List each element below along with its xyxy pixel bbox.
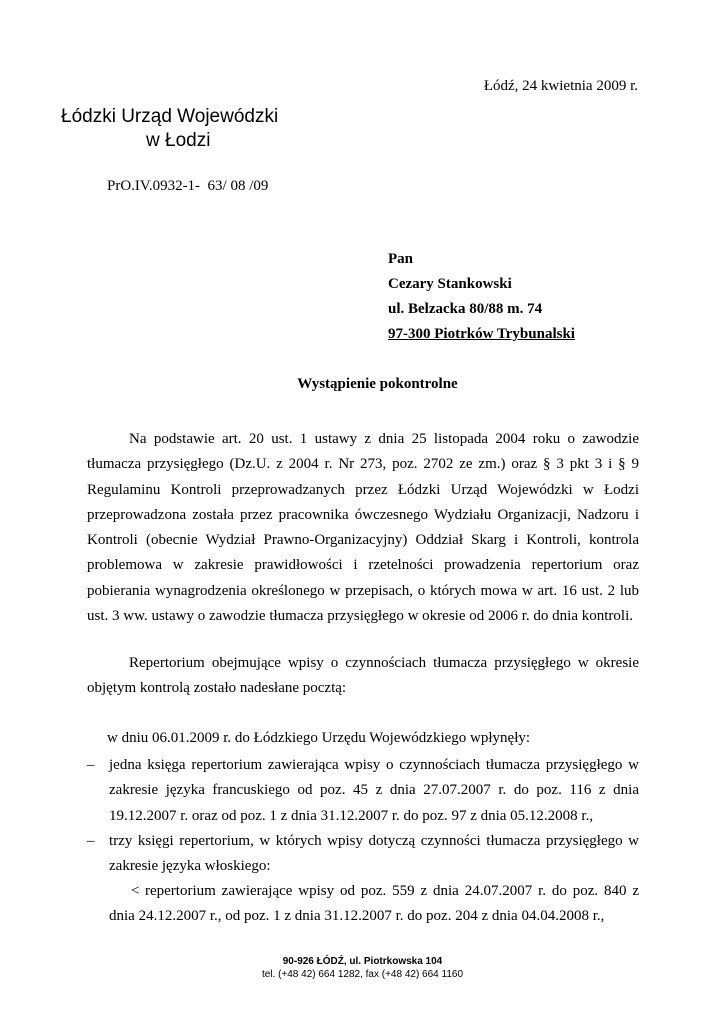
dash-bullet: – <box>87 757 95 773</box>
list-intro: w dniu 06.01.2009 r. do Łódzkiego Urzędu Wojewódzkiego wpłynęły: <box>107 730 531 746</box>
sub-list-item <box>109 879 639 930</box>
body-paragraph-2: Repertorium obejmujące wpisy o czynnościach tłumacza przysięgłego w okresie objętym kontrolą zostało nadesłane pocztą: <box>87 655 639 697</box>
dash-bullet: – <box>87 833 95 849</box>
office-name-line1: Łódzki Urząd Wojewódzki <box>61 106 279 127</box>
page-footer <box>0 955 725 981</box>
addressee-city: 97-300 Piotrków Trybunalski <box>388 326 575 342</box>
list-item-text: jedna księga repertorium zawierająca wpisy o czynnościach tłumacza przysięgłego w zakresie języka francuskiego od poz. 45 z dnia 27.07.2007 r. do poz. 116 z dnia 19.12.2007 r. oraz od poz. 1 z dnia 31.12.2007 r. do poz. 97 z dnia 05.12.2008 r., <box>109 757 639 824</box>
body-paragraph-1: Na podstawie art. 20 ust. 1 ustawy z dnia 25 listopada 2004 roku o zawodzie tłumacza przysięgłego (Dz.U. z 2004 r. Nr 273, poz. 2702 ze zm.) oraz § 3 pkt 3 i § 9 Regulaminu Kontroli przeprowadzanych przez Łódzki Urząd Wojewódzki w Łodzi przeprowadzona została przez pracownika ówczesnego Wydziału Organizacji, Nadzoru i Kontroli (obecnie Wydział Prawno-Organizacyjny) Oddział Skarg i Kontroli, kontrola problemowa w zakresie prawidłowości i rzetelności prowadzenia repertorium oraz pobierania wynagrodzenia określonego w przepisach, o których mowa w art. 16 ust. 2 lub ust. 3 ww. ustawy o zawodzie tłumacza przysięgłego w okresie od 2006 r. do dnia kontroli. <box>87 431 639 625</box>
sub-list-item-text: repertorium zawierające wpisy od poz. 559 z dnia 24.07.2007 r. do poz. 840 z dnia 24.12.2007 r., od poz. 1 z dnia 31.12.2007 r. do poz. 204 z dnia 04.04.2008 r., <box>109 883 639 925</box>
office-name-line2: w Łodzi <box>146 130 211 151</box>
letter-date: Łódź, 24 kwietnia 2009 r. <box>483 78 638 94</box>
list-item <box>87 753 639 829</box>
addressee-block <box>388 247 575 347</box>
list-item-text: trzy księgi repertorium, w których wpisy dotyczą czynności tłumacza przysięgłego w zakresie języka włoskiego: <box>109 833 639 875</box>
document-heading: Wystąpienie pokontrolne <box>297 376 458 392</box>
addressee-title: Pan <box>388 251 414 267</box>
issuing-office <box>61 105 278 153</box>
reference-number: PrO.IV.0932-1- 63/ 08 /09 <box>107 178 269 194</box>
footer-address: 90-926 ŁÓDŹ, ul. Piotrkowska 104 <box>282 956 443 967</box>
sub-bullet: < <box>131 883 140 899</box>
footer-contact: tel. (+48 42) 664 1282, fax (+48 42) 664 1160 <box>261 969 464 980</box>
addressee-street: ul. Belzacka 80/88 m. 74 <box>388 301 543 317</box>
list-item <box>87 829 639 880</box>
addressee-name: Cezary Stankowski <box>388 276 512 292</box>
